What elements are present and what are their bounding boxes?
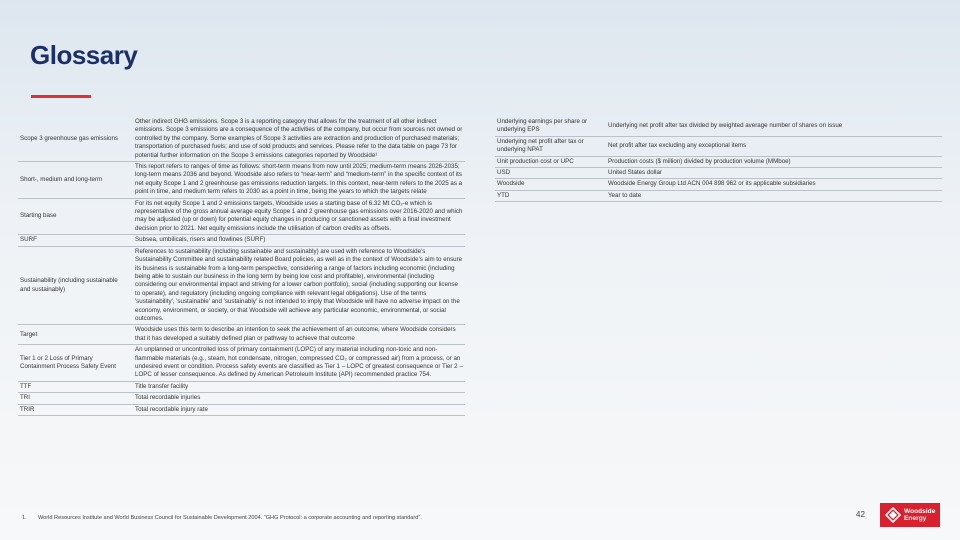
glossary-definition: Net profit after tax excluding any exceptional items bbox=[606, 136, 942, 156]
footnote bbox=[22, 515, 422, 521]
glossary-definition: Woodside Energy Group Ltd ACN 004 898 962 or its applicable subsidiaries bbox=[606, 179, 942, 190]
page-number: 42 bbox=[856, 510, 865, 519]
glossary-row bbox=[18, 162, 465, 199]
glossary-row bbox=[495, 179, 942, 190]
logo-text-line2: Energy bbox=[904, 515, 927, 522]
glossary-term: Sustainability (including sustainable and sustainably) bbox=[18, 246, 133, 325]
glossary-term: Unit production cost or UPC bbox=[495, 156, 606, 167]
glossary-definition: Production costs ($ million) divided by production volume (MMboe) bbox=[606, 156, 942, 167]
glossary-term: Woodside bbox=[495, 179, 606, 190]
glossary-definition: United States dollar bbox=[606, 168, 942, 179]
glossary-definition: Year to date bbox=[606, 190, 942, 201]
glossary-term: Starting base bbox=[18, 198, 133, 235]
glossary-definition: For its net equity Scope 1 and 2 emissions targets, Woodside uses a starting base of 6.32 Mt CO₂-e which is representative of the gross annual average equity Scope 1 and 2 greenhouse gas emissions over 2016-2020 and which may be adjusted (up or down) for potential equity changes in producing or sanctioned assets with a final investment decision prior to 2021. Net equity emissions include the utilisation of carbon credits as offsets. bbox=[133, 198, 465, 235]
glossary-row bbox=[495, 168, 942, 179]
glossary-term: TTF bbox=[18, 381, 133, 392]
glossary-row bbox=[18, 235, 465, 246]
glossary-term: USD bbox=[495, 168, 606, 179]
glossary-row bbox=[495, 117, 942, 136]
glossary-term: Tier 1 or 2 Loss of Primary Containment Process Safety Event bbox=[18, 345, 133, 382]
glossary-definition: Total recordable injury rate bbox=[133, 404, 465, 415]
glossary-definition: Woodside uses this term to describe an intention to seek the achievement of an outcome, where Woodside considers that it has developed a suitably defined plan or pathway to achieve that outcome bbox=[133, 325, 465, 345]
glossary-term: SURF bbox=[18, 235, 133, 246]
glossary-definition: Subsea, umbilicals, risers and flowlines (SURF) bbox=[133, 235, 465, 246]
glossary-term: TRI bbox=[18, 393, 133, 404]
glossary-row bbox=[18, 393, 465, 404]
glossary-definition: This report refers to ranges of time as follows: short-term means from now until 2025; medium-term means 2026-2035; long-term means 2036 and beyond. Woodside also refers to “near-term” and “medium-term” in the specific context of its net equity Scope 1 and 2 greenhouse gas emissions reduction targets. In this context, near-term refers to the 2025 as a point in time, and medium term refers to 2030 as a point in time, being the years to which the targets relate bbox=[133, 162, 465, 199]
glossary-row bbox=[495, 190, 942, 201]
glossary-term: Target bbox=[18, 325, 133, 345]
glossary-table-left bbox=[18, 117, 465, 416]
footnote-text: World Resources Institute and World Business Council for Sustainable Development 2004. “GHG Protocol: a corporate accounting and reporting standard”. bbox=[38, 515, 422, 521]
glossary-row bbox=[18, 404, 465, 415]
glossary-term: YTD bbox=[495, 190, 606, 201]
glossary-row bbox=[495, 136, 942, 156]
glossary-term: TRIR bbox=[18, 404, 133, 415]
glossary-row bbox=[18, 345, 465, 382]
glossary-term: Short-, medium and long-term bbox=[18, 162, 133, 199]
logo-text-line1: Woodside bbox=[904, 507, 936, 515]
glossary-row bbox=[18, 246, 465, 325]
glossary-row bbox=[18, 198, 465, 235]
footnote-number: 1. bbox=[22, 515, 27, 521]
title-accent-rule bbox=[31, 95, 91, 98]
glossary-term: Scope 3 greenhouse gas emissions bbox=[18, 117, 133, 162]
page-title: Glossary bbox=[30, 40, 138, 70]
glossary-definition: Total recordable injuries bbox=[133, 393, 465, 404]
glossary-definition: Underlying net profit after tax divided by weighted average number of shares on issue bbox=[606, 117, 942, 136]
woodside-logo bbox=[880, 503, 940, 527]
glossary-definition: References to sustainability (including sustainable and sustainably) are used with reference to Woodside's Sustainability Committee and sustainability related Board policies, as well as in the context of Woodside's aim to ensure its business is sustainable from a long-term perspective, considering a range of factors including economic (including being able to sustain our business in the long term by being low cost and profitable), environmental (including considering our environmental impact and striving for a lower carbon portfolio), social (including supporting our license to operate), and regulatory (including ongoing compliance with relevant legal obligations). Use of the terms 'sustainability', 'sustainable' and 'sustainably' is not intended to imply that Woodside will have no adverse impact on the economy, environment, or society, or that Woodside will achieve any particular economic, environmental, or social outcomes. bbox=[133, 246, 465, 325]
glossary-table-right bbox=[495, 117, 942, 202]
glossary-row bbox=[495, 156, 942, 167]
glossary-term: Underlying net profit after tax or underlying NPAT bbox=[495, 136, 606, 156]
glossary-row bbox=[18, 325, 465, 345]
glossary-definition: An unplanned or uncontrolled loss of primary containment (LOPC) of any material including non-toxic and non-flammable materials (e.g., steam, hot condensate, nitrogen, compressed CO₂ or compressed air) from a process, or an undesired event or condition. Process safety events are classified as Tier 1 – LOPC of greatest consequence or Tier 2 – LOPC of lesser consequence. As defined by American Petroleum Institute (API) recommended practice 754. bbox=[133, 345, 465, 382]
glossary-definition: Title transfer facility bbox=[133, 381, 465, 392]
glossary-row bbox=[18, 117, 465, 162]
woodside-logo-mark-icon bbox=[883, 505, 903, 525]
glossary-row bbox=[18, 381, 465, 392]
glossary-term: Underlying earnings per share or underlying EPS bbox=[495, 117, 606, 136]
glossary-definition: Other indirect GHG emissions. Scope 3 is a reporting category that allows for the treatment of all other indirect emissions. Scope 3 emissions are a consequence of the activities of the company, but occur from sources not owned or controlled by the company. Some examples of Scope 3 activities are extraction and production of purchased materials; transportation of purchased fuels; and use of sold products and services. Please refer to the data table on page 73 for potential further information on the Scope 3 emissions categories reported by Woodside¹ bbox=[133, 117, 465, 162]
